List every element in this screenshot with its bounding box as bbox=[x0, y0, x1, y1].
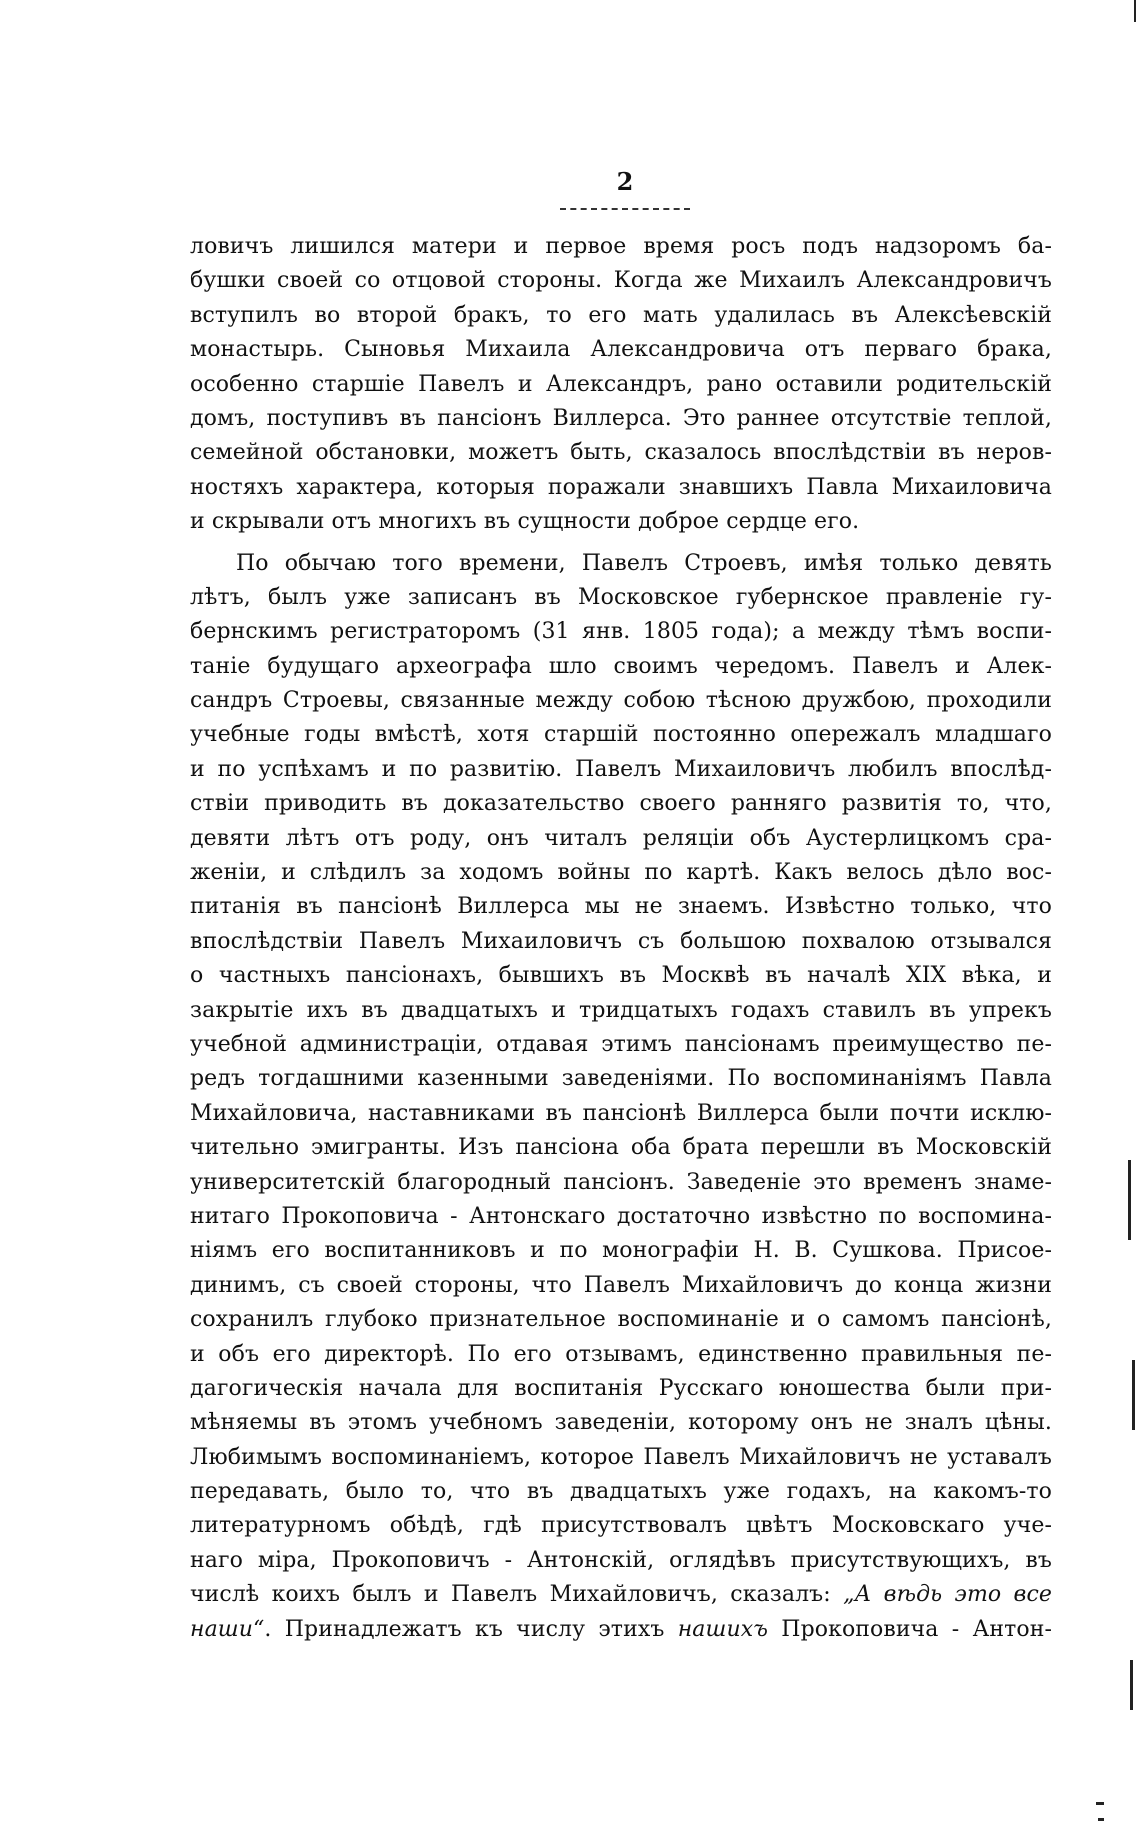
text-line: университетскій благородный пансіонъ. Заведеніе это временъ знаме- bbox=[190, 1169, 1052, 1195]
text-segment: числѣ коихъ былъ и Павелъ Михайловичъ, сказалъ: bbox=[190, 1582, 831, 1608]
text-line: сандръ Строевы, связанные между собою тѣсною дружбою, проходили bbox=[190, 688, 1052, 714]
text-line: женіи, и слѣдилъ за ходомъ войны по картѣ. Какъ велось дѣло вос- bbox=[190, 860, 1052, 886]
scan-artifact bbox=[1134, 0, 1136, 22]
text-line: редъ тогдашними казенными заведеніями. По воспоминаніямъ Павла bbox=[190, 1066, 1052, 1092]
text-line: ностяхъ характера, которыя поражали знавшихъ Павла Михаиловича bbox=[190, 474, 1052, 500]
text-segment: . Принадлежатъ къ числу этихъ bbox=[264, 1616, 665, 1642]
text-line: лѣтъ, былъ уже записанъ въ Московское губернское правленіе гу- bbox=[190, 584, 1052, 610]
scan-artifact bbox=[1132, 1360, 1135, 1430]
text-line: семейной обстановки, можетъ быть, сказалось впослѣдствіи въ неров- bbox=[190, 440, 1052, 466]
text-line: ствіи приводить въ доказательство своего ранняго развитія то, что, bbox=[190, 791, 1052, 817]
paragraph-gap bbox=[190, 540, 1052, 547]
text-line: и скрывали отъ многихъ въ сущности доброе сердце его. bbox=[190, 509, 860, 535]
body-text bbox=[190, 230, 1052, 1647]
italic-word: нашихъ bbox=[677, 1616, 769, 1642]
text-line: динимъ, съ своей стороны, что Павелъ Михайловичъ до конца жизни bbox=[190, 1272, 1052, 1298]
italic-quote-end: наши“ bbox=[190, 1616, 265, 1642]
page-number-container bbox=[560, 167, 690, 196]
text-line: девяти лѣтъ отъ роду, онъ читалъ реляціи объ Аустерлицкомъ сра- bbox=[190, 825, 1052, 851]
text-line: впослѣдствіи Павелъ Михаиловичъ съ большою похвалою отзывался bbox=[190, 928, 1052, 954]
text-line: и объ его директорѣ. По его отзывамъ, единственно правильныя пе- bbox=[190, 1341, 1052, 1367]
text-line: таніе будущаго археографа шло своимъ чередомъ. Павелъ и Алек- bbox=[190, 653, 1052, 679]
page-number-rule bbox=[560, 208, 690, 210]
text-line: нитаго Прокоповича - Антонскаго достаточно извѣстно по воспомина- bbox=[190, 1203, 1052, 1229]
text-line: наго міра, Прокоповичъ - Антонскій, оглядѣвъ присутствующихъ, въ bbox=[190, 1547, 1052, 1573]
text-line: ловичъ лишился матери и первое время росъ подъ надзоромъ ба- bbox=[190, 234, 1052, 259]
text-line: передавать, было то, что въ двадцатыхъ уже годахъ, на какомъ-то bbox=[190, 1479, 1052, 1505]
text-line: Михайловича, наставниками въ пансіонѣ Виллерса были почти исклю- bbox=[190, 1100, 1052, 1126]
text-line: учебной администраціи, отдавая этимъ пансіонамъ преимущество пе- bbox=[190, 1031, 1052, 1057]
text-line: дагогическія начала для воспитанія Русскаго юношества были при- bbox=[190, 1375, 1052, 1401]
text-line: о частныхъ пансіонахъ, бывшихъ въ Москвѣ въ началѣ XIX вѣка, и bbox=[190, 963, 1052, 989]
text-line: и по успѣхамъ и по развитію. Павелъ Михаиловичъ любилъ впослѣд- bbox=[190, 756, 1052, 782]
text-line: сохранилъ глубоко признательное воспоминаніе и о самомъ пансіонѣ, bbox=[190, 1307, 1052, 1333]
text-line: По обычаю того времени, Павелъ Строевъ, имѣя только девять bbox=[236, 550, 1052, 576]
text-line: домъ, поступивъ въ пансіонъ Виллерса. Это раннее отсутствіе теплой, bbox=[190, 405, 1052, 431]
paragraph-1 bbox=[190, 230, 1052, 540]
text-line: ніямъ его воспитанниковъ и по монографіи Н. В. Сушкова. Присое- bbox=[190, 1238, 1052, 1264]
text-line: питанія въ пансіонѣ Виллерса мы не знаемъ. Извѣстно только, что bbox=[190, 894, 1052, 920]
page-number: 2 bbox=[616, 167, 634, 196]
text-line: литературномъ обѣдѣ, гдѣ присутствовалъ цвѣтъ Московскаго уче- bbox=[190, 1513, 1052, 1539]
text-line: Любимымъ воспоминаніемъ, которое Павелъ Михайловичъ не уставалъ bbox=[190, 1444, 1052, 1470]
text-line-final bbox=[190, 1613, 1052, 1647]
paragraph-2 bbox=[190, 547, 1052, 1648]
text-line: вступилъ во второй бракъ, то его мать удалилась въ Алексѣевскій bbox=[190, 302, 1052, 328]
scan-artifact bbox=[1130, 1660, 1133, 1710]
text-segment: Прокоповича - Антон- bbox=[781, 1616, 1052, 1642]
italic-quote: „А вѣдь это все bbox=[843, 1582, 1052, 1608]
text-line: бернскимъ регистраторомъ (31 янв. 1805 года); а между тѣмъ воспи- bbox=[190, 619, 1052, 645]
scan-artifact bbox=[1128, 1160, 1131, 1240]
text-line: монастырь. Сыновья Михаила Александровича отъ перваго брака, bbox=[190, 337, 1052, 363]
text-line: чительно эмигранты. Изъ пансіона оба брата перешли въ Московскій bbox=[190, 1135, 1052, 1161]
scan-artifact bbox=[1098, 1818, 1104, 1821]
text-line: мѣняемы въ этомъ учебномъ заведеніи, которому онъ не зналъ цѣны. bbox=[190, 1410, 1052, 1436]
scan-artifact bbox=[1096, 1802, 1104, 1805]
text-line-with-quote bbox=[190, 1578, 1052, 1612]
text-line: особенно старшіе Павелъ и Александръ, рано оставили родительскій bbox=[190, 371, 1052, 397]
text-line: учебные годы вмѣстѣ, хотя старшій постоянно опережалъ младшаго bbox=[190, 722, 1052, 748]
text-line: бушки своей со отцовой стороны. Когда же Михаилъ Александровичъ bbox=[190, 268, 1052, 294]
text-line: закрытіе ихъ въ двадцатыхъ и тридцатыхъ годахъ ставилъ въ упрекъ bbox=[190, 997, 1052, 1023]
